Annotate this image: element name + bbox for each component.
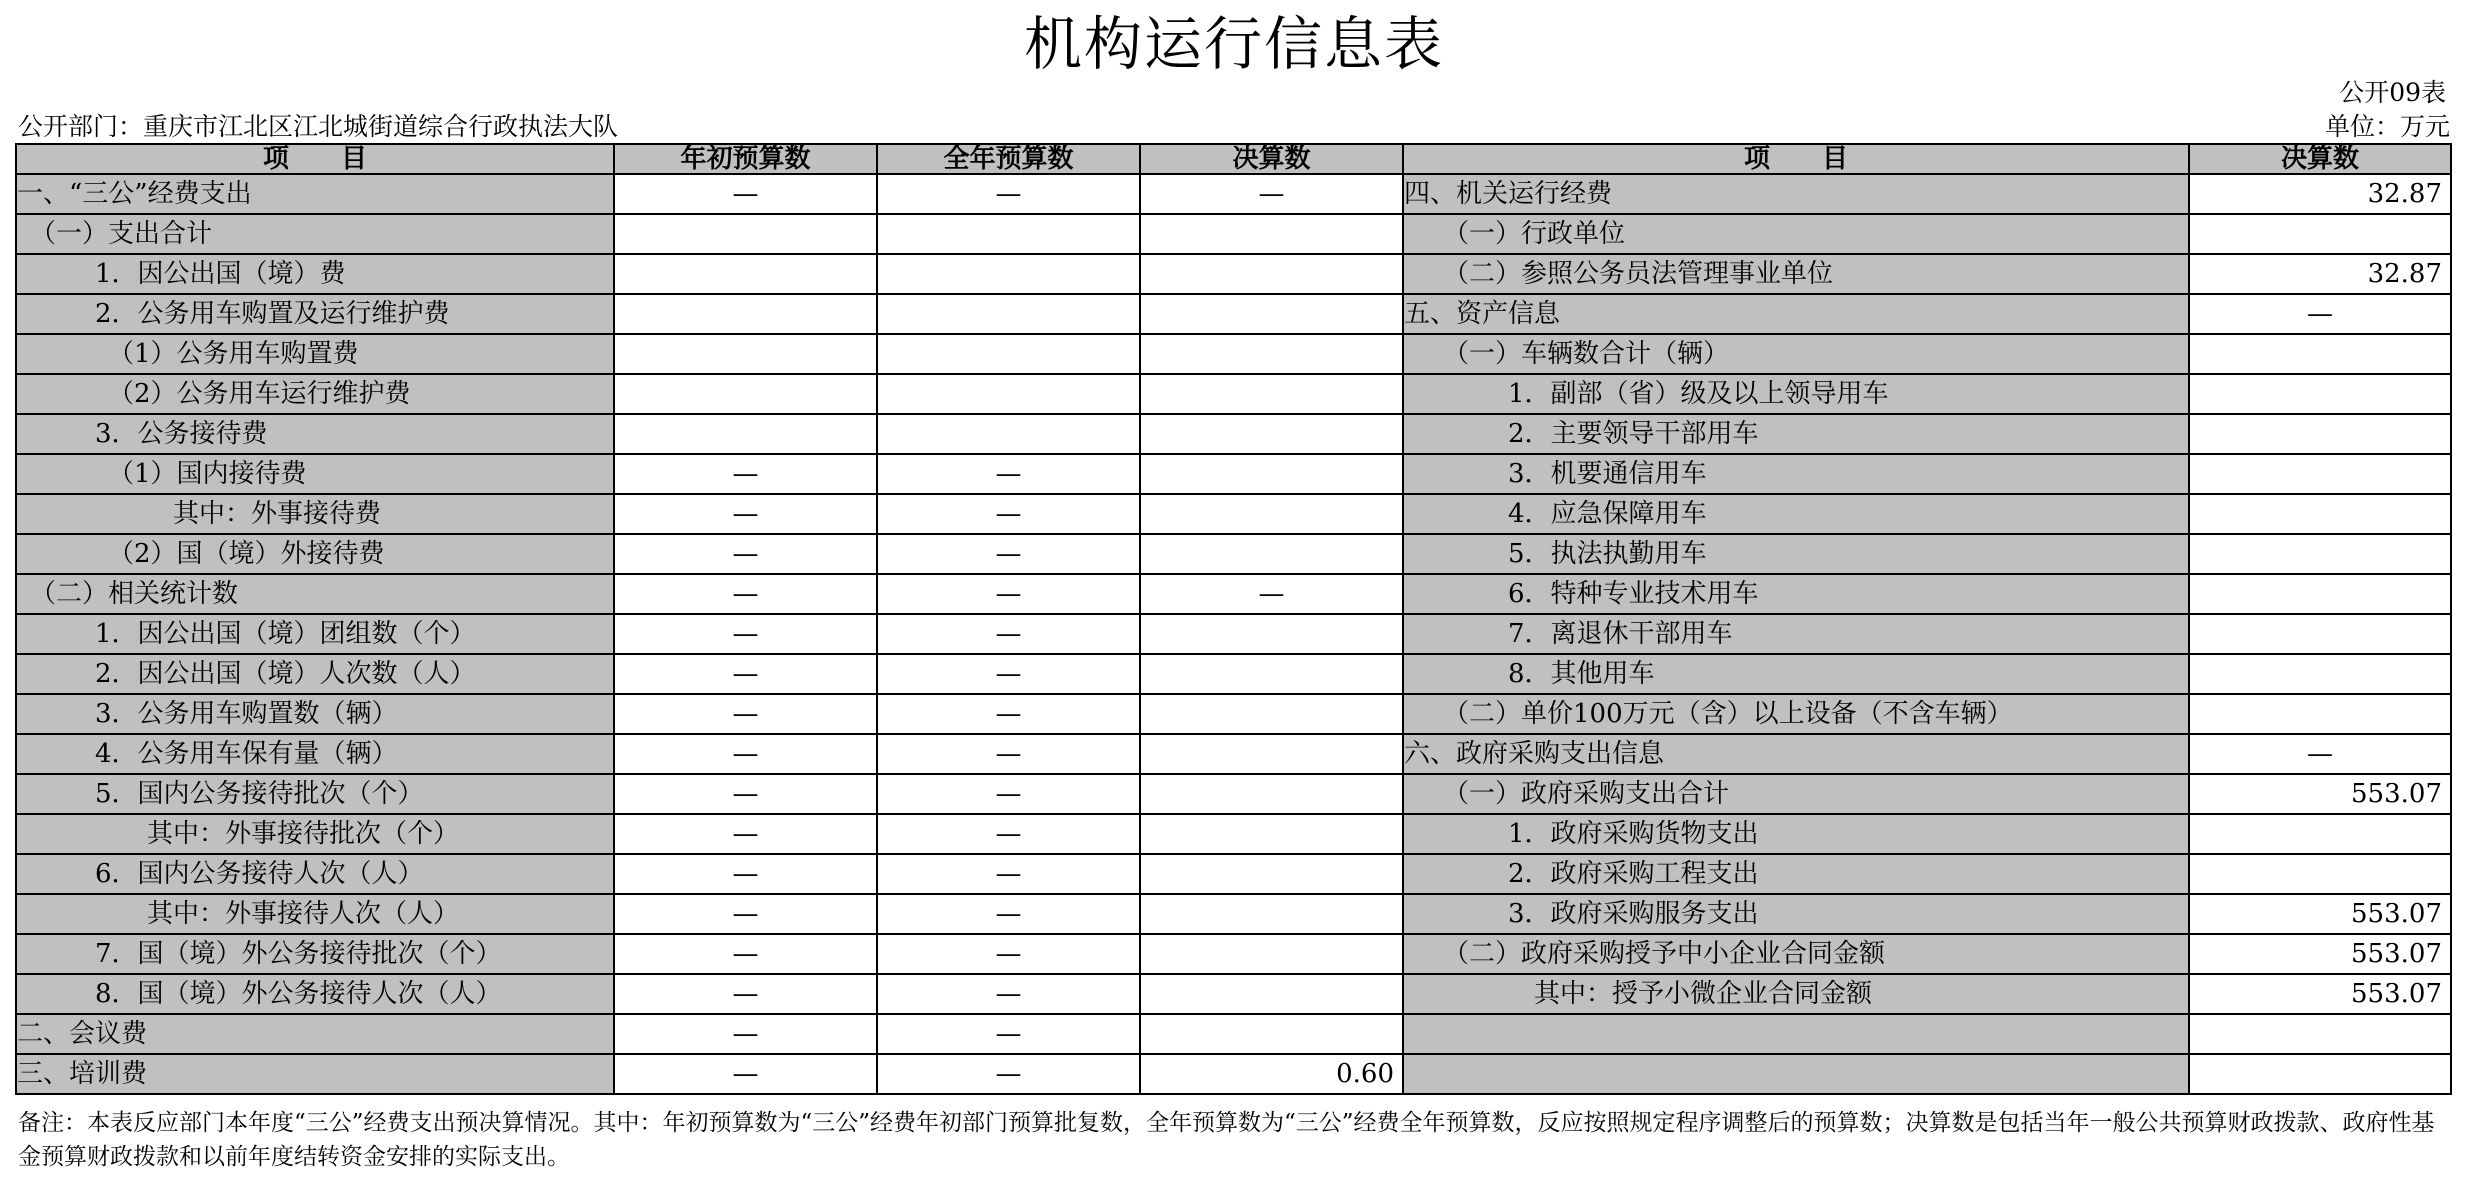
row-initial-budget: — xyxy=(615,495,878,535)
table-row xyxy=(15,415,2452,455)
row-item-left: （一）支出合计 xyxy=(15,215,615,255)
table-header-row xyxy=(15,143,2452,175)
row-item-left: 3．公务接待费 xyxy=(15,415,615,455)
table-row xyxy=(15,375,2452,415)
row-final-right: — xyxy=(2190,295,2452,335)
row-item-left: 5．国内公务接待批次（个） xyxy=(15,775,615,815)
row-item-right: （二）参照公务员法管理事业单位 xyxy=(1404,255,2190,295)
table-row xyxy=(15,935,2452,975)
row-item-right: 8．其他用车 xyxy=(1404,655,2190,695)
row-final-left xyxy=(1141,695,1404,735)
row-full-year-budget: — xyxy=(878,815,1141,855)
row-final-left xyxy=(1141,295,1404,335)
row-final-right xyxy=(2190,655,2452,695)
row-full-year-budget: — xyxy=(878,975,1141,1015)
row-item-left: 2．公务用车购置及运行维护费 xyxy=(15,295,615,335)
row-item-left: 3．公务用车购置数（辆） xyxy=(15,695,615,735)
row-final-right xyxy=(2190,335,2452,375)
table-row xyxy=(15,495,2452,535)
row-item-right: 六、政府采购支出信息 xyxy=(1404,735,2190,775)
row-final-left xyxy=(1141,1015,1404,1055)
row-full-year-budget xyxy=(878,295,1141,335)
row-final-right xyxy=(2190,855,2452,895)
row-initial-budget: — xyxy=(615,775,878,815)
row-final-left xyxy=(1141,975,1404,1015)
row-item-left: 其中：外事接待人次（人） xyxy=(15,895,615,935)
row-final-right xyxy=(2190,415,2452,455)
row-final-left xyxy=(1141,415,1404,455)
table-row xyxy=(15,855,2452,895)
row-final-right xyxy=(2190,1015,2452,1055)
row-item-right: （一）行政单位 xyxy=(1404,215,2190,255)
row-final-left xyxy=(1141,455,1404,495)
row-item-right: 五、资产信息 xyxy=(1404,295,2190,335)
row-item-right: （一）政府采购支出合计 xyxy=(1404,775,2190,815)
row-final-left xyxy=(1141,255,1404,295)
table-row xyxy=(15,815,2452,855)
row-full-year-budget: — xyxy=(878,695,1141,735)
row-final-right xyxy=(2190,615,2452,655)
header-item-left: 项 目 xyxy=(15,143,615,175)
row-initial-budget: — xyxy=(615,1015,878,1055)
table-row xyxy=(15,455,2452,495)
row-initial-budget xyxy=(615,335,878,375)
unit-label: 单位：万元 xyxy=(2324,112,2450,141)
header-item-right: 项 目 xyxy=(1404,143,2190,175)
info-table xyxy=(15,143,2452,1105)
row-final-right: 553.07 xyxy=(2190,975,2452,1015)
row-item-right: 1．副部（省）级及以上领导用车 xyxy=(1404,375,2190,415)
table-row xyxy=(15,215,2452,255)
row-item-left: 1．因公出国（境）团组数（个） xyxy=(15,615,615,655)
row-full-year-budget: — xyxy=(878,535,1141,575)
row-full-year-budget: — xyxy=(878,775,1141,815)
row-item-left: 6．国内公务接待人次（人） xyxy=(15,855,615,895)
row-initial-budget: — xyxy=(615,895,878,935)
row-final-right: 32.87 xyxy=(2190,255,2452,295)
table-row xyxy=(15,975,2452,1015)
row-initial-budget: — xyxy=(615,575,878,615)
row-final-right: 553.07 xyxy=(2190,895,2452,935)
row-full-year-budget: — xyxy=(878,1015,1141,1055)
row-full-year-budget: — xyxy=(878,655,1141,695)
row-final-right xyxy=(2190,695,2452,735)
row-final-right xyxy=(2190,375,2452,415)
row-item-right: 四、机关运行经费 xyxy=(1404,175,2190,215)
row-item-left: （2）国（境）外接待费 xyxy=(15,535,615,575)
row-final-left xyxy=(1141,775,1404,815)
row-initial-budget: — xyxy=(615,855,878,895)
row-item-left: 1．因公出国（境）费 xyxy=(15,255,615,295)
row-initial-budget: — xyxy=(615,815,878,855)
row-final-left xyxy=(1141,375,1404,415)
row-item-left: 2．因公出国（境）人次数（人） xyxy=(15,655,615,695)
row-final-left xyxy=(1141,895,1404,935)
row-full-year-budget: — xyxy=(878,575,1141,615)
row-initial-budget: — xyxy=(615,615,878,655)
row-full-year-budget: — xyxy=(878,1055,1141,1095)
row-item-right: （二）单价100万元（含）以上设备（不含车辆） xyxy=(1404,695,2190,735)
row-initial-budget: — xyxy=(615,735,878,775)
row-initial-budget: — xyxy=(615,935,878,975)
row-item-left: 7．国（境）外公务接待批次（个） xyxy=(15,935,615,975)
row-final-left: 0.60 xyxy=(1141,1055,1404,1095)
row-item-right: 6．特种专业技术用车 xyxy=(1404,575,2190,615)
row-initial-budget xyxy=(615,215,878,255)
row-final-left xyxy=(1141,935,1404,975)
row-full-year-budget: — xyxy=(878,735,1141,775)
row-item-right: 3．政府采购服务支出 xyxy=(1404,895,2190,935)
row-item-left: （1）国内接待费 xyxy=(15,455,615,495)
footnote: 备注：本表反应部门本年度“三公”经费支出预决算情况。其中：年初预算数为“三公”经费年初部门预算批复数，全年预算数为“三公”经费全年预算数，反应按照规定程序调整后的预算数；决算数是包括当年一般公共预算财政拨款、政府性基金预算财政拨款和以前年度结转资金安排的实际支出。 xyxy=(18,1110,2435,1170)
table-row xyxy=(15,175,2452,215)
row-final-right xyxy=(2190,535,2452,575)
row-final-left: — xyxy=(1141,175,1404,215)
row-final-left xyxy=(1141,615,1404,655)
row-full-year-budget: — xyxy=(878,895,1141,935)
row-item-left: （1）公务用车购置费 xyxy=(15,335,615,375)
row-final-left xyxy=(1141,855,1404,895)
row-initial-budget xyxy=(615,295,878,335)
row-item-left: （二）相关统计数 xyxy=(15,575,615,615)
row-final-right: — xyxy=(2190,735,2452,775)
row-full-year-budget: — xyxy=(878,495,1141,535)
table-row xyxy=(15,535,2452,575)
table-row xyxy=(15,735,2452,775)
row-final-right: 553.07 xyxy=(2190,775,2452,815)
table-row xyxy=(15,1055,2452,1095)
row-full-year-budget: — xyxy=(878,615,1141,655)
table-row xyxy=(15,255,2452,295)
row-final-right xyxy=(2190,455,2452,495)
row-item-right: 2．政府采购工程支出 xyxy=(1404,855,2190,895)
department-label: 公开部门：重庆市江北区江北城街道综合行政执法大队 xyxy=(18,112,619,141)
row-final-left xyxy=(1141,815,1404,855)
row-item-right: 4．应急保障用车 xyxy=(1404,495,2190,535)
row-full-year-budget xyxy=(878,215,1141,255)
row-final-left xyxy=(1141,335,1404,375)
row-full-year-budget xyxy=(878,415,1141,455)
row-item-left: 其中：外事接待费 xyxy=(15,495,615,535)
table-row xyxy=(15,615,2452,655)
header-final-left: 决算数 xyxy=(1141,143,1404,175)
row-full-year-budget xyxy=(878,375,1141,415)
row-final-right xyxy=(2190,1055,2452,1095)
table-row xyxy=(15,575,2452,615)
row-full-year-budget: — xyxy=(878,855,1141,895)
row-item-right: 3．机要通信用车 xyxy=(1404,455,2190,495)
row-item-right: 其中：授予小微企业合同金额 xyxy=(1404,975,2190,1015)
row-full-year-budget xyxy=(878,335,1141,375)
row-item-left: 三、培训费 xyxy=(15,1055,615,1095)
row-initial-budget: — xyxy=(615,1055,878,1095)
row-final-left xyxy=(1141,215,1404,255)
row-final-left xyxy=(1141,655,1404,695)
row-item-left: 二、会议费 xyxy=(15,1015,615,1055)
row-final-right xyxy=(2190,215,2452,255)
row-item-right: 5．执法执勤用车 xyxy=(1404,535,2190,575)
row-final-left xyxy=(1141,495,1404,535)
row-initial-budget xyxy=(615,255,878,295)
table-row xyxy=(15,295,2452,335)
page-title: 机构运行信息表 xyxy=(1023,10,1444,78)
row-final-right: 553.07 xyxy=(2190,935,2452,975)
table-row xyxy=(15,335,2452,375)
table-row xyxy=(15,655,2452,695)
row-initial-budget: — xyxy=(615,975,878,1015)
row-item-right: 2．主要领导干部用车 xyxy=(1404,415,2190,455)
row-final-right xyxy=(2190,495,2452,535)
row-final-right xyxy=(2190,815,2452,855)
header-initial-budget: 年初预算数 xyxy=(615,143,878,175)
table-row xyxy=(15,775,2452,815)
header-full-year-budget: 全年预算数 xyxy=(878,143,1141,175)
row-final-left xyxy=(1141,535,1404,575)
row-item-left: 其中：外事接待批次（个） xyxy=(15,815,615,855)
header-final-right: 决算数 xyxy=(2190,143,2452,175)
row-initial-budget xyxy=(615,375,878,415)
row-full-year-budget: — xyxy=(878,455,1141,495)
table-row xyxy=(15,1015,2452,1055)
row-item-left: 8．国（境）外公务接待人次（人） xyxy=(15,975,615,1015)
row-item-right: （二）政府采购授予中小企业合同金额 xyxy=(1404,935,2190,975)
row-full-year-budget: — xyxy=(878,935,1141,975)
row-full-year-budget xyxy=(878,255,1141,295)
row-final-right xyxy=(2190,575,2452,615)
row-full-year-budget: — xyxy=(878,175,1141,215)
row-initial-budget: — xyxy=(615,535,878,575)
row-final-left: — xyxy=(1141,575,1404,615)
row-item-right xyxy=(1404,1015,2190,1055)
table-row xyxy=(15,895,2452,935)
row-item-right: 1．政府采购货物支出 xyxy=(1404,815,2190,855)
form-number: 公开09表 xyxy=(2339,78,2446,107)
row-item-right xyxy=(1404,1055,2190,1095)
row-item-right: （一）车辆数合计（辆） xyxy=(1404,335,2190,375)
row-initial-budget: — xyxy=(615,175,878,215)
row-initial-budget xyxy=(615,415,878,455)
row-item-left: 4．公务用车保有量（辆） xyxy=(15,735,615,775)
row-item-left: （2）公务用车运行维护费 xyxy=(15,375,615,415)
table-row xyxy=(15,695,2452,735)
row-item-left: 一、“三公”经费支出 xyxy=(15,175,615,215)
row-initial-budget: — xyxy=(615,695,878,735)
row-final-left xyxy=(1141,735,1404,775)
row-initial-budget: — xyxy=(615,655,878,695)
row-item-right: 7．离退休干部用车 xyxy=(1404,615,2190,655)
row-initial-budget: — xyxy=(615,455,878,495)
row-final-right: 32.87 xyxy=(2190,175,2452,215)
